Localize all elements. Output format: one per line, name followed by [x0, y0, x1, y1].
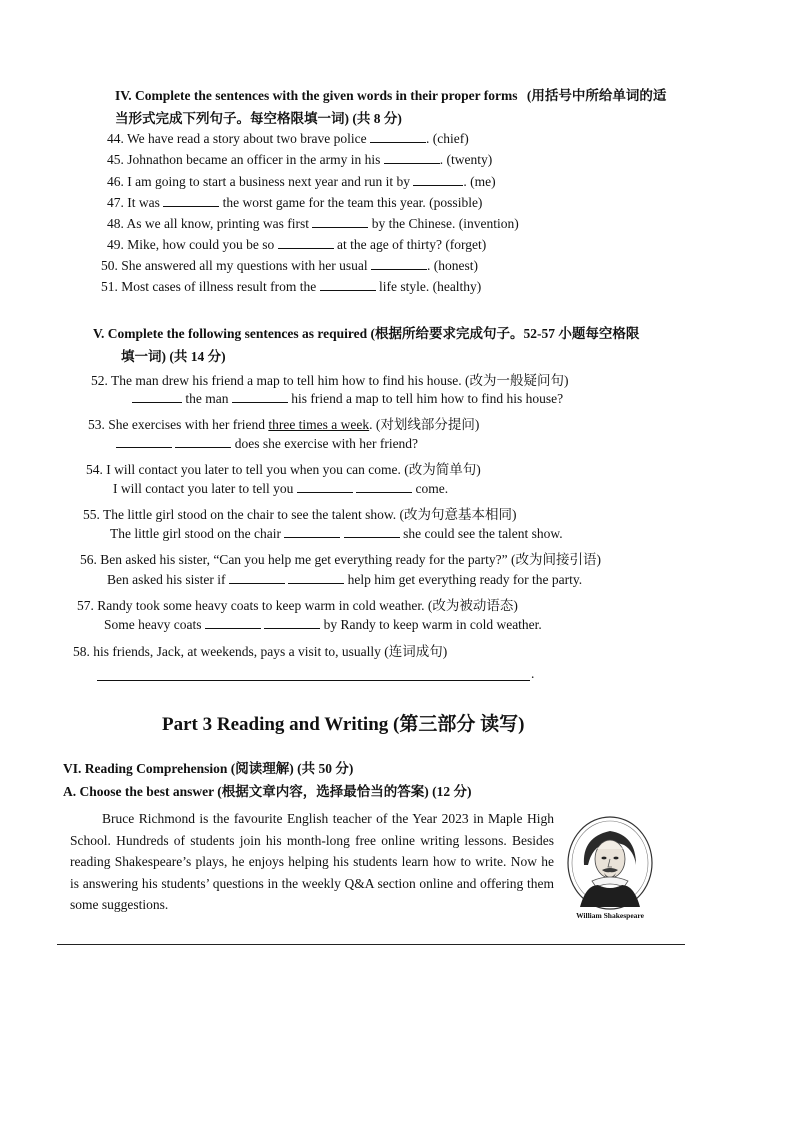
sub-a-heading: A. Choose the best answer (根据文章内容，选择最恰当的答案) (12 分) [63, 784, 472, 799]
answer-blank[interactable] [312, 216, 368, 228]
answer-55: The little girl stood on the chair she could see the talent show. [110, 526, 563, 541]
portrait-caption: William Shakespeare [576, 911, 644, 920]
section-5-heading-cn-2: 填一词) (共 14 分) [121, 349, 226, 364]
answer-blank[interactable] [384, 152, 440, 164]
shakespeare-portrait [566, 815, 654, 920]
reading-passage [70, 808, 554, 916]
section-5-heading-cn: (根据所给要求完成句子。52-57 小题每空格限 [370, 326, 640, 341]
passage-paragraph: Bruce Richmond is the favourite English teacher of the Year 2023 in Maple High School. Hundreds of students join his month-long free online writing lessons. Besides reading Shakespeare’s plays, he enjoys helping his students learn how to write. Now he is answering his students’ questions in the weekly Q&A section online and offering them some suggestions. [70, 811, 554, 912]
answer-blank[interactable] [132, 391, 182, 403]
answer-56: Ben asked his sister if help him get everything ready for the party. [107, 572, 583, 587]
question-52: 52. The man drew his friend a map to tell him how to find his house. (改为一般疑问句) [91, 373, 569, 388]
underlined-phrase: three times a week [268, 417, 370, 432]
portrait-icon [566, 815, 654, 911]
part-3-title: Part 3 Reading and Writing (第三部分 读写) [162, 714, 525, 735]
question-44: 44. We have read a story about two brave police . (chief) [107, 131, 469, 146]
question-45: 45. Johnathon became an officer in the army in his . (twenty) [107, 152, 493, 167]
answer-blank[interactable] [116, 436, 172, 448]
question-46: 46. I am going to start a business next year and run it by . (me) [107, 174, 496, 189]
answer-53: does she exercise with her friend? [116, 436, 418, 452]
answer-57: Some heavy coats by Randy to keep warm in cold weather. [104, 617, 542, 632]
question-51: 51. Most cases of illness result from the life style. (healthy) [101, 279, 482, 294]
answer-blank[interactable] [370, 131, 426, 143]
bottom-divider [57, 944, 685, 945]
section-5-heading [93, 322, 639, 342]
answer-line-end: . [531, 666, 535, 681]
question-55: 55. The little girl stood on the chair to see the talent show. (改为句意基本相同) [83, 507, 517, 522]
answer-blank[interactable] [163, 195, 219, 207]
section-4-heading-cn-2: 当形式完成下列句子。每空格限填一词) (共 8 分) [115, 111, 402, 126]
answer-blank[interactable] [284, 526, 340, 538]
answer-line-58[interactable] [97, 680, 530, 681]
answer-blank[interactable] [344, 526, 400, 538]
section-6-heading: VI. Reading Comprehension (阅读理解) (共 50 分) [63, 761, 354, 776]
section-4-heading-en: IV. Complete the sentences with the given words in their proper forms [115, 88, 518, 103]
answer-blank[interactable] [371, 258, 427, 270]
question-48: 48. As we all know, printing was first by the Chinese. (invention) [107, 216, 519, 231]
answer-blank[interactable] [288, 572, 344, 584]
question-47: 47. It was the worst game for the team this year. (possible) [107, 195, 483, 210]
answer-blank[interactable] [205, 617, 261, 629]
answer-54: I will contact you later to tell you come. [113, 481, 449, 496]
answer-blank[interactable] [297, 481, 353, 493]
question-58: 58. his friends, Jack, at weekends, pays a visit to, usually (连词成句) [73, 644, 448, 659]
section-5-heading-en: V. Complete the following sentences as required [93, 326, 368, 341]
answer-blank[interactable] [413, 174, 463, 186]
question-50: 50. She answered all my questions with her usual . (honest) [101, 258, 478, 273]
answer-blank[interactable] [320, 279, 376, 291]
question-56: 56. Ben asked his sister, “Can you help me get everything ready for the party?” (改为间接引语) [80, 552, 601, 567]
answer-52: the man his friend a map to tell him how to find his house? [132, 391, 563, 407]
answer-blank[interactable] [175, 436, 231, 448]
section-4-heading-cn: (用括号中所给单词的适 [526, 88, 667, 103]
answer-blank[interactable] [229, 572, 285, 584]
answer-blank[interactable] [264, 617, 320, 629]
answer-blank[interactable] [232, 391, 288, 403]
answer-blank[interactable] [278, 237, 334, 249]
question-53: 53. She exercises with her friend three times a week. (对划线部分提问) [88, 417, 480, 432]
answer-blank[interactable] [356, 481, 412, 493]
question-57: 57. Randy took some heavy coats to keep warm in cold weather. (改为被动语态) [77, 598, 518, 613]
question-49: 49. Mike, how could you be so at the age of thirty? (forget) [107, 237, 487, 252]
question-54: 54. I will contact you later to tell you when you can come. (改为简单句) [86, 462, 481, 477]
section-4-heading [115, 84, 666, 104]
